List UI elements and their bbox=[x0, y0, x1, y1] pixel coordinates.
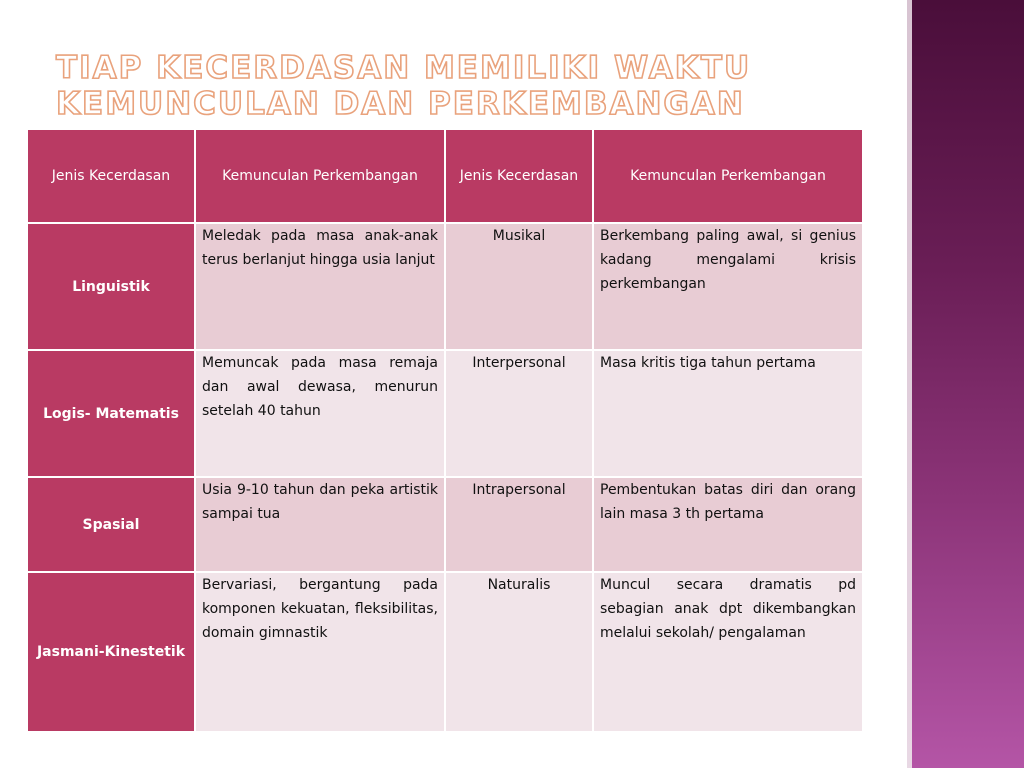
table-header bbox=[27, 129, 863, 223]
slide-title: TIAP KECERDASAN MEMILIKI WAKTU KEMUNCULAN DAN PERKEMBANGAN bbox=[56, 50, 752, 122]
row-intelligence-type-2: Intrapersonal bbox=[445, 477, 593, 572]
header-intelligence-type-1: Jenis Kecerdasan bbox=[27, 129, 195, 223]
row-emergence-description-2: Pembentukan batas diri dan orang lain masa 3 th pertama bbox=[593, 477, 863, 572]
row-intelligence-type-2: Naturalis bbox=[445, 572, 593, 732]
row-emergence-description: Usia 9-10 tahun dan peka artistik sampai tua bbox=[195, 477, 445, 572]
table-body bbox=[27, 223, 863, 732]
row-intelligence-type: Spasial bbox=[27, 477, 195, 572]
row-emergence-description: Meledak pada masa anak-anak terus berlanjut hingga usia lanjut bbox=[195, 223, 445, 350]
table-row bbox=[27, 572, 863, 732]
row-emergence-description-2: Berkembang paling awal, si genius kadang mengalami krisis perkembangan bbox=[593, 223, 863, 350]
header-emergence-1: Kemunculan Perkembangan bbox=[195, 129, 445, 223]
row-emergence-description-2: Masa kritis tiga tahun pertama bbox=[593, 350, 863, 477]
table-row bbox=[27, 350, 863, 477]
header-row bbox=[27, 129, 863, 223]
intelligence-table bbox=[26, 128, 864, 733]
row-emergence-description: Memuncak pada masa remaja dan awal dewasa, menurun setelah 40 tahun bbox=[195, 350, 445, 477]
row-intelligence-type-2: Interpersonal bbox=[445, 350, 593, 477]
table-row bbox=[27, 477, 863, 572]
row-intelligence-type: Linguistik bbox=[27, 223, 195, 350]
table-row bbox=[27, 223, 863, 350]
row-intelligence-type: Logis- Matematis bbox=[27, 350, 195, 477]
row-emergence-description: Bervariasi, bergantung pada komponen kekuatan, fleksibilitas, domain gimnastik bbox=[195, 572, 445, 732]
row-emergence-description-2: Muncul secara dramatis pd sebagian anak dpt dikembangkan melalui sekolah/ pengalaman bbox=[593, 572, 863, 732]
header-emergence-2: Kemunculan Perkembangan bbox=[593, 129, 863, 223]
header-intelligence-type-2: Jenis Kecerdasan bbox=[445, 129, 593, 223]
row-intelligence-type: Jasmani-Kinestetik bbox=[27, 572, 195, 732]
decorative-sidebar bbox=[912, 0, 1024, 768]
row-intelligence-type-2: Musikal bbox=[445, 223, 593, 350]
